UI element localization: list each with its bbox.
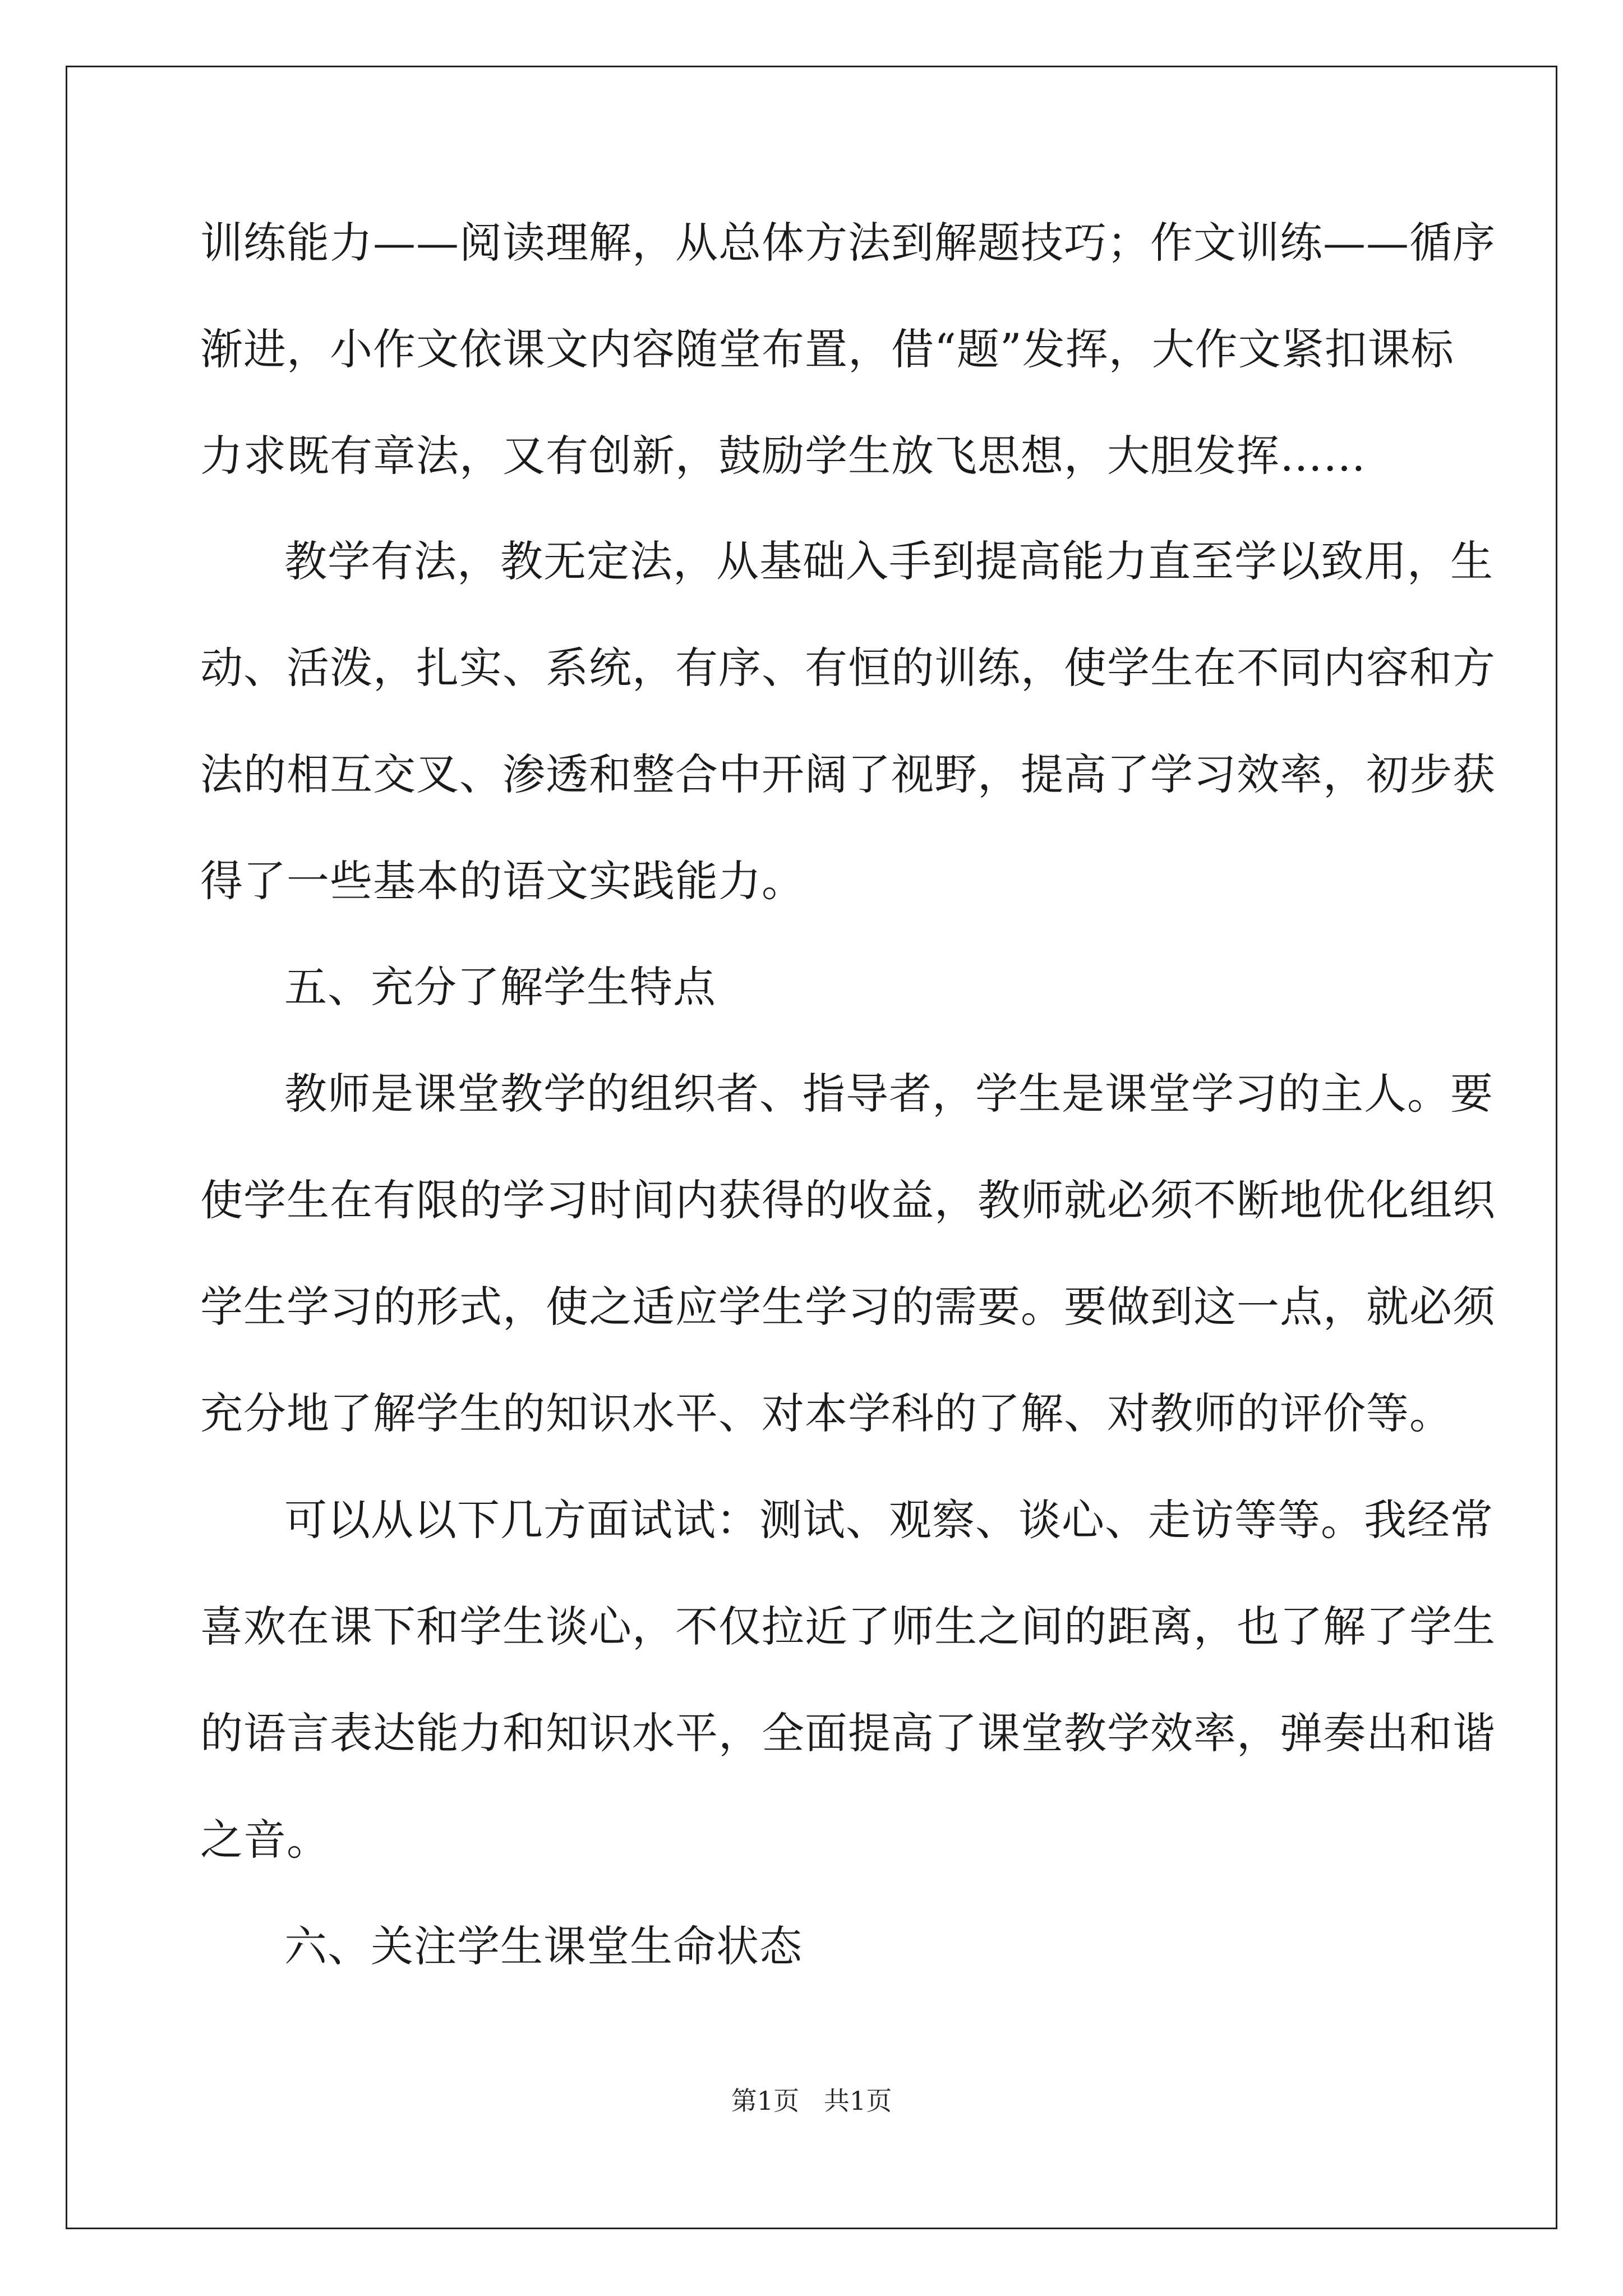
text-line: 法的相互交叉、渗透和整合中开阔了视野，提高了学习效率，初步获 (200, 749, 1496, 799)
text-line: 喜欢在课下和学生谈心，不仅拉近了师生之间的距离，也了解了学生 (200, 1602, 1496, 1651)
text-line: 训练能力——阅读理解，从总体方法到解题技巧；作文训练——循序 (200, 218, 1496, 268)
text-line: 得了一些基本的语文实践能力。 (200, 856, 805, 906)
page-border (66, 66, 1557, 2229)
text-line: 教学有法，教无定法，从基础入手到提高能力直至学以致用，生 (284, 536, 1493, 586)
section-heading: 六、关注学生课堂生命状态 (284, 1921, 803, 1971)
text-line: 教师是课堂教学的组织者、指导者，学生是课堂学习的主人。要 (284, 1069, 1493, 1119)
text-line: 使学生在有限的学习时间内获得的收益，教师就必须不断地优化组织 (200, 1175, 1496, 1225)
text-line: 力求既有章法，又有创新，鼓励学生放飞思想，大胆发挥…… (200, 431, 1366, 481)
text-line: 动、活泼，扎实、系统，有序、有恒的训练，使学生在不同内容和方 (200, 643, 1496, 693)
text-line: 之音。 (200, 1815, 330, 1865)
text-line: 充分地了解学生的知识水平、对本学科的了解、对教师的评价等。 (200, 1388, 1453, 1438)
text-line: 学生学习的形式，使之适应学生学习的需要。要做到这一点，就必须 (200, 1282, 1496, 1332)
section-heading: 五、充分了解学生特点 (284, 962, 716, 1012)
text-line: 的语言表达能力和知识水平，全面提高了课堂教学效率，弹奏出和谐 (200, 1708, 1496, 1758)
text-line: 可以从以下几方面试试：测试、观察、谈心、走访等等。我经常 (284, 1495, 1493, 1545)
page-number-footer: 第1页 共1页 (731, 2086, 892, 2116)
text-line: 渐进，小作文依课文内容随堂布置，借“题”发挥，大作文紧扣课标 (200, 324, 1454, 374)
